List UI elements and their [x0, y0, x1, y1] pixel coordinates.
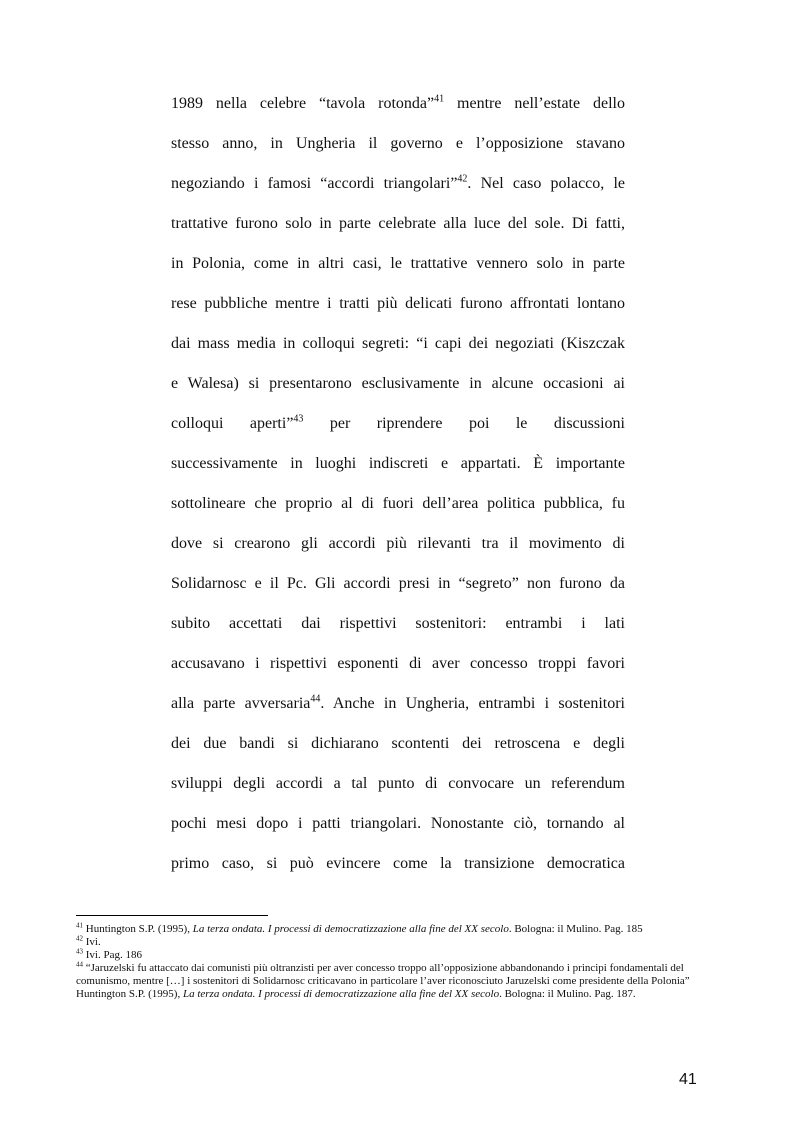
page-number: 41 — [679, 1071, 697, 1088]
body-line — [171, 284, 625, 324]
footnote-text: “Jaruzelski fu attaccato dai comunisti più oltranzisti per aver concesso troppo all’opposizione abbandonando i principi fondamentali del comunismo, mentre […] i sostenitori di Solidarnosc criticavano in particolare l’aver riconosciuto Jaruzelski come presidente della Polonia” Huntington S.P. (1995), — [76, 962, 690, 1000]
footnote-ref: 43 — [293, 413, 304, 425]
footnotes — [76, 923, 724, 1001]
footnote-43 — [76, 949, 724, 962]
footnote-number: 41 — [76, 921, 83, 930]
body-line-text: mentre nell’estate dello — [444, 95, 625, 112]
footnote-text: Huntington S.P. (1995), — [85, 923, 193, 935]
footnote-number: 44 — [76, 960, 83, 969]
body-line-text: per riprendere poi le discussioni — [303, 415, 625, 432]
footnote-ref: 42 — [457, 173, 468, 185]
footnote-text-after: . Bologna: il Mulino. Pag. 185 — [508, 923, 643, 935]
body-line-text: sviluppi degli accordi a tal punto di convocare un referendum — [171, 775, 625, 792]
footnote-text-after: . Bologna: il Mulino. Pag. 187. — [499, 988, 636, 1000]
footnote-number: 42 — [76, 934, 83, 943]
body-line-text: in Polonia, come in altri casi, le trattative vennero solo in parte — [171, 255, 625, 272]
body-line — [171, 244, 625, 284]
body-line — [171, 324, 625, 364]
body-line-text: rese pubbliche mentre i tratti più delicati furono affrontati lontano — [171, 295, 625, 312]
body-line-text: alla parte avversaria — [171, 695, 311, 712]
body-line-text: . Nel caso polacco, le — [467, 175, 625, 192]
body-line — [171, 364, 625, 404]
body-line — [171, 524, 625, 564]
footnote-41 — [76, 923, 724, 936]
body-line — [171, 604, 625, 644]
footnote-number: 43 — [76, 947, 83, 956]
footnote-ref: 44 — [310, 693, 321, 705]
footnote-title: La terza ondata. I processi di democratizzazione alla fine del XX secolo — [182, 988, 500, 1000]
body-line — [171, 804, 625, 844]
body-line-text: dai mass media in colloqui segreti: “i capi dei negoziati (Kiszczak — [171, 335, 625, 352]
body-line-text: negoziando i famosi “accordi triangolari” — [171, 175, 458, 192]
body-line — [171, 404, 625, 444]
body-line — [171, 564, 625, 604]
body-line — [171, 644, 625, 684]
body-line — [171, 764, 625, 804]
body-line-text: successivamente in luoghi indiscreti e appartati. È importante — [171, 455, 625, 472]
body-line-text: Solidarnosc e il Pc. Gli accordi presi in “segreto” non furono da — [171, 575, 625, 592]
footnote-44 — [76, 962, 724, 1001]
body-line-text: subito accettati dai rispettivi sostenitori: entrambi i lati — [171, 615, 625, 632]
body-line — [171, 124, 625, 164]
body-line-text: pochi mesi dopo i patti triangolari. Nonostante ciò, tornando al — [171, 815, 625, 832]
body-line — [171, 844, 625, 884]
body-line-text: 1989 nella celebre “tavola rotonda” — [171, 95, 435, 112]
footnote-text: Ivi. Pag. 186 — [85, 949, 142, 961]
footnote-text: Ivi. — [85, 936, 101, 948]
footnote-42 — [76, 936, 724, 949]
body-line-text: dei due bandi si dichiarano scontenti dei retroscena e degli — [171, 735, 625, 752]
footnote-ref: 41 — [434, 93, 445, 105]
footnote-separator — [76, 915, 268, 916]
body-line — [171, 484, 625, 524]
footnote-title: La terza ondata. I processi di democratizzazione alla fine del XX secolo — [192, 923, 509, 935]
body-line-text: . Anche in Ungheria, entrambi i sostenitori — [320, 695, 625, 712]
body-line-text: accusavano i rispettivi esponenti di aver concesso troppi favori — [171, 655, 625, 672]
body-line — [171, 84, 625, 124]
body-line — [171, 684, 625, 724]
body-line-text: primo caso, si può evincere come la transizione democratica — [171, 855, 625, 872]
body-line-text: trattative furono solo in parte celebrate alla luce del sole. Di fatti, — [171, 215, 625, 232]
body-line-text: dove si crearono gli accordi più rilevanti tra il movimento di — [171, 535, 625, 552]
body-text — [171, 84, 625, 884]
body-line — [171, 444, 625, 484]
body-line — [171, 204, 625, 244]
body-line — [171, 724, 625, 764]
body-line-text: stesso anno, in Ungheria il governo e l’opposizione stavano — [171, 135, 625, 152]
body-line — [171, 164, 625, 204]
body-line-text: sottolineare che proprio al di fuori dell’area politica pubblica, fu — [171, 495, 625, 512]
body-line-text: e Walesa) si presentarono esclusivamente in alcune occasioni ai — [171, 375, 625, 392]
body-line-text: colloqui aperti” — [171, 415, 294, 432]
